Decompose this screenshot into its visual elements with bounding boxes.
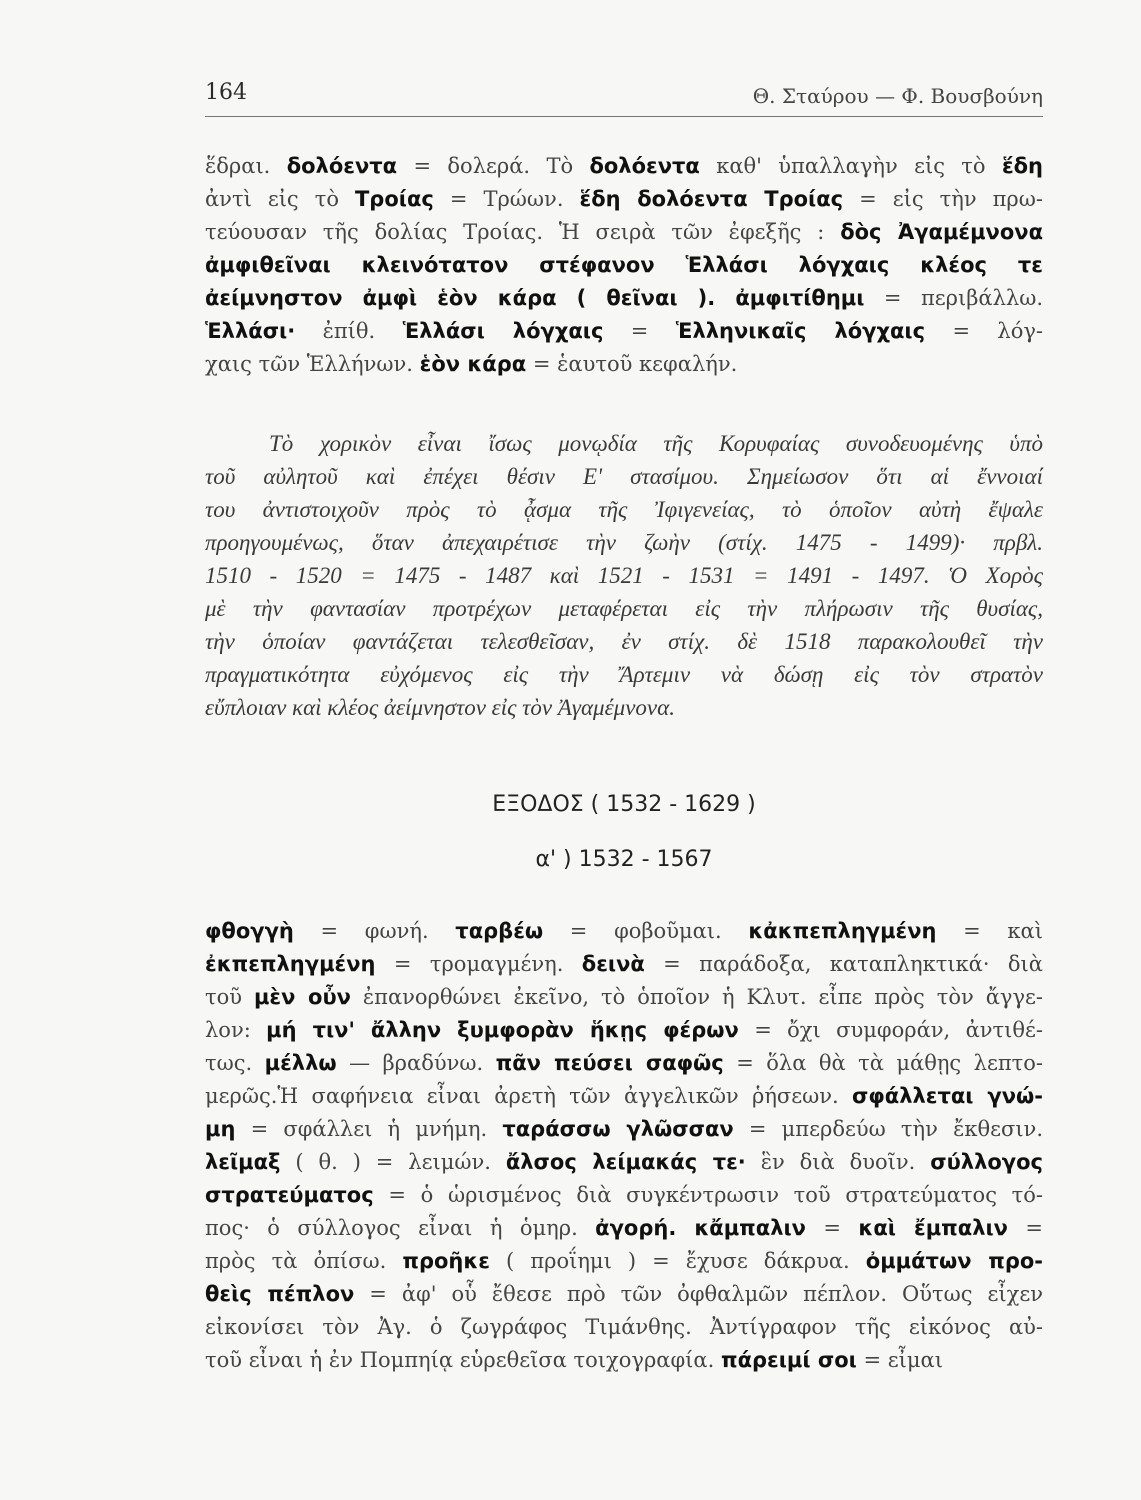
gloss-text: τως. (205, 1051, 265, 1075)
lemma-term: ἀείμνηστον ἀμφὶ ἑὸν κάρα ( θεῖναι ). ἀμφιτίθημι (205, 286, 865, 310)
text-line (205, 1212, 1043, 1245)
text-line (205, 216, 1043, 249)
text-line (205, 1146, 1043, 1179)
gloss-text: χαις τῶν Ἑλλήνων. (205, 352, 420, 376)
gloss-text: = ὁ ὡρισμένος διὰ συγκέντρωσιν τοῦ στρατεύματος τό- (373, 1183, 1043, 1207)
text-line: τοῦ αὐλητοῦ καὶ ἐπέχει θέσιν Ε' στασίμου. Σημείωσον ὅτι αἱ ἔννοιαί (205, 464, 1043, 489)
gloss-text: πρὸς τὰ ὀπίσω. (205, 1249, 403, 1273)
lemma-term: Τροίας (354, 187, 434, 211)
text-line (205, 981, 1043, 1014)
gloss-text: λον: (205, 1018, 267, 1042)
text-line (205, 1113, 1043, 1146)
gloss-text: = (805, 1216, 859, 1240)
gloss-text: τεύουσαν τῆς δολίας Τροίας. Ἡ σειρὰ τῶν ἐφεξῆς : (205, 220, 841, 244)
lemma-term: λεῖμαξ (205, 1150, 281, 1174)
gloss-text: τοῦ (205, 985, 254, 1009)
text-line: μὲ τὴν φαντασίαν προτρέχων μεταφέρεται εἰς τὴν πλήρωσιν τῆς θυσίας, (205, 596, 1043, 621)
gloss-text: = ἑαυτοῦ κεφαλήν. (526, 352, 738, 376)
lemma-term: δολόεντα (589, 154, 700, 178)
text-line (205, 1179, 1043, 1212)
gloss-text: = (603, 319, 676, 343)
gloss-text: = φοβοῦμαι. (543, 919, 749, 943)
lemma-term: δεινὰ (581, 952, 645, 976)
gloss-text: ἐπίθ. (295, 319, 403, 343)
lemma-term: ὀμμάτων προ- (865, 1249, 1043, 1273)
gloss-text: = Τρώων. (433, 187, 580, 211)
lemma-term: δολόεντα (286, 154, 398, 178)
commentary-section-1 (205, 150, 1043, 381)
text-line (205, 1014, 1043, 1047)
gloss-text: εἰκονίσει τὸν Ἀγ. ὁ ζωγράφος Τιμάνθης. Ἀντίγραφον τῆς εἰκόνος αὐ- (205, 1315, 1043, 1339)
gloss-text: = εἶμαι (856, 1348, 943, 1372)
gloss-text: = μπερδεύω τὴν ἔκθεσιν. (733, 1117, 1043, 1141)
text-line: εὔπλοιαν καὶ κλέος ἀείμνηστον εἰς τὸν Ἀγαμέμνονα. (205, 695, 675, 720)
gloss-text: = εἰς τὴν πρω- (843, 187, 1043, 211)
lemma-term: ἀγορή. κἄμπαλιν (595, 1216, 806, 1240)
gloss-text: ( προΐημι ) = ἔχυσε δάκρυα. (490, 1249, 866, 1273)
text-line (205, 1047, 1043, 1080)
text-line (205, 1311, 1043, 1344)
text-line (205, 348, 1043, 381)
lemma-term: μέλλω (264, 1051, 337, 1075)
lemma-term: κἀκπεπληγμένη (748, 919, 937, 943)
text-line (205, 315, 1043, 348)
lemma-term: ἕδη δολόεντα Τροίας (579, 187, 844, 211)
lemma-term: φθογγὴ (205, 919, 294, 943)
gloss-text: — βραδύνω. (336, 1051, 496, 1075)
text-line (205, 282, 1043, 315)
gloss-text: ἓν διὰ δυοῖν. (745, 1150, 931, 1174)
gloss-text: ( θ. ) = λειμών. (280, 1150, 506, 1174)
text-line: του ἀντιστοιχοῦν πρὸς τὸ ᾆσμα τῆς Ἰφιγενείας, τὸ ὁποῖον αὐτὴ ἔψαλε (205, 497, 1043, 522)
section-heading: ΕΞΟΔΟΣ ( 1532 - 1629 ) (492, 792, 756, 817)
lemma-term: Ἑλληνικαῖς λόγχαις (675, 319, 926, 343)
text-line (205, 948, 1043, 981)
lemma-term: ἄλσος λείμακάς τε· (505, 1150, 746, 1174)
lemma-term: μή τιν' ἄλλην ξυμφορὰν ἥκῃς φέρων (266, 1018, 739, 1042)
lemma-term: πάρειμί σοι (720, 1348, 857, 1372)
commentary-paragraph-italic (205, 427, 1043, 724)
text-line: προηγουμένως, ὅταν ἀπεχαιρέτισε τὴν ζωὴν (στίχ. 1475 - 1499)· πρβλ. (205, 530, 1043, 555)
gloss-text: = δολερά. Τὸ (397, 154, 590, 178)
lemma-term: ταρβέω (455, 919, 544, 943)
gloss-text: καθ' ὑπαλλαγὴν εἰς τὸ (699, 154, 1002, 178)
gloss-text: = ὅλα θὰ τὰ μάθῃς λεπτο- (723, 1051, 1043, 1075)
gloss-text: ἐπανορθώνει ἐκεῖνο, τὸ ὁποῖον ἡ Κλυτ. εἶπε πρὸς τὸν ἄγγε- (350, 985, 1043, 1009)
lemma-term: σφάλλεται γνώ- (852, 1084, 1043, 1108)
text-line: πραγματικότητα εὐχόμενος εἰς τὴν Ἄρτεμιν νὰ δώσῃ εἰς τὸν στρατὸν (205, 662, 1043, 687)
gloss-text: ἕδραι. (205, 154, 287, 178)
gloss-text: = λόγ- (925, 319, 1043, 343)
gloss-text: = περιβάλλω. (864, 286, 1043, 310)
text-line (205, 1080, 1043, 1113)
lemma-term: δὸς Ἀγαμέμνονα (840, 220, 1043, 244)
gloss-text: = τρομαγμένη. (375, 952, 582, 976)
gloss-text: πος· ὁ σύλλογος εἶναι ἡ ὁμηρ. (205, 1216, 596, 1240)
gloss-text: = σφάλλει ἡ μνήμη. (235, 1117, 503, 1141)
lemma-term: προῆκε (402, 1249, 490, 1273)
lemma-term: στρατεύματος (205, 1183, 374, 1207)
gloss-text: = ἀφ' οὗ ἔθεσε πρὸ τῶν ὀφθαλμῶν πέπλον. Οὕτως εἶχεν (354, 1282, 1043, 1306)
lemma-term: ἐκπεπληγμένη (205, 952, 376, 976)
gloss-text: ἀντὶ εἰς τὸ (205, 187, 355, 211)
text-line (205, 183, 1043, 216)
lemma-term: ἀμφιθεῖναι κλεινότατον στέφανον Ἑλλάσι λόγχαις κλέος τε (205, 253, 1043, 277)
text-line (205, 150, 1043, 183)
lemma-term: θεὶς πέπλον (205, 1282, 355, 1306)
text-line (205, 249, 1043, 282)
text-line (205, 1278, 1043, 1311)
page-number: 164 (205, 80, 247, 105)
text-line (205, 1245, 1043, 1278)
gloss-text: μερῶς.Ἡ σαφήνεια εἶναι ἀρετὴ τῶν ἀγγελικῶν ῥήσεων. (205, 1084, 852, 1108)
gloss-text: = ὄχι συμφοράν, ἀντιθέ- (738, 1018, 1043, 1042)
lemma-term: ταράσσω γλῶσσαν (502, 1117, 734, 1141)
text-line: Τὸ χορικὸν εἶναι ἴσως μονῳδία τῆς Κορυφαίας συνοδευομένης ὑπὸ (269, 431, 1043, 456)
gloss-text: = καὶ (936, 919, 1043, 943)
commentary-section-3 (205, 915, 1043, 1377)
lemma-term: καὶ ἔμπαλιν (858, 1216, 1008, 1240)
page-header (205, 80, 1043, 117)
gloss-text: = (1007, 1216, 1043, 1240)
gloss-text: = φωνή. (293, 919, 456, 943)
lemma-term: Ἑλλάσι· (205, 319, 296, 343)
gloss-text: τοῦ εἶναι ἡ ἐν Πομπηίᾳ εὑρεθεῖσα τοιχογραφία. (205, 1348, 721, 1372)
lemma-term: μὲν οὖν (253, 985, 351, 1009)
lemma-term: ἕδη (1001, 154, 1044, 178)
lemma-term: Ἑλλάσι λόγχαις (402, 319, 604, 343)
text-line (205, 1344, 1043, 1377)
text-line: τὴν ὁποίαν φαντάζεται τελεσθεῖσαν, ἐν στίχ. δὲ 1518 παρακολουθεῖ τὴν (205, 629, 1043, 654)
gloss-text: = παράδοξα, καταπληκτικά· διὰ (644, 952, 1043, 976)
text-line (205, 915, 1043, 948)
lemma-term: ἑὸν κάρα (419, 352, 527, 376)
subsection-heading: α' ) 1532 - 1567 (535, 847, 713, 872)
text-line: 1510 - 1520 = 1475 - 1487 καὶ 1521 - 1531 = 1491 - 1497. Ὁ Χορὸς (205, 563, 1043, 588)
lemma-term: σύλλογος (930, 1150, 1043, 1174)
running-title: Θ. Σταύρου — Φ. Βουσβούνη (752, 84, 1043, 108)
lemma-term: πᾶν πεύσει σαφῶς (495, 1051, 724, 1075)
lemma-term: μη (205, 1117, 236, 1141)
